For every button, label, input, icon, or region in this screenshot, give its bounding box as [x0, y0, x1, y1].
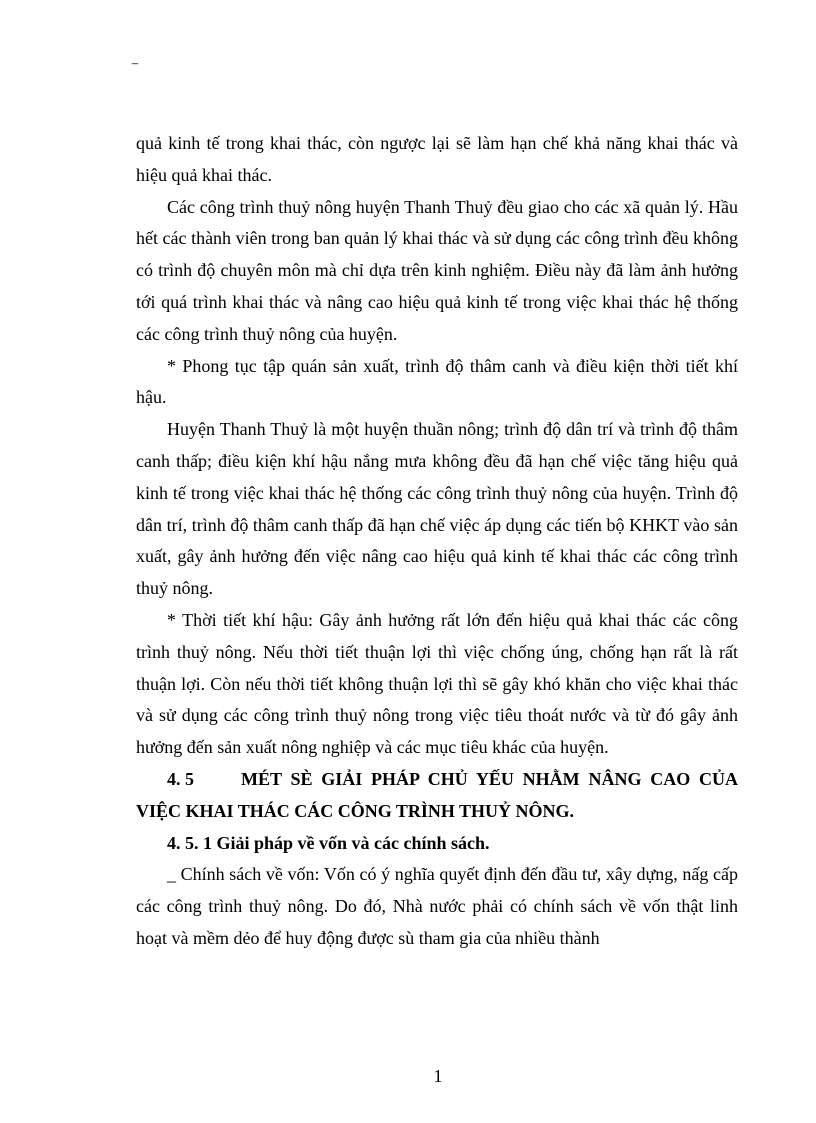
paragraph-3: * Phong tục tập quán sản xuất, trình độ thâm canh và điều kiện thời tiết khí hậu.: [136, 355, 738, 408]
section-heading-text: MÉT SÈ GIẢI PHÁP CHỦ YẾU NHẰM NÂNG CAO CỦA VIỆC KHAI THÁC CÁC CÔNG TRÌNH THUỶ NÔNG.: [136, 768, 738, 821]
section-heading: [136, 764, 738, 828]
paragraph-1: quả kinh tế trong khai thác, còn ngược lại sẽ làm hạn chế khả năng khai thác và hiệu quả khai thác.: [136, 133, 738, 185]
subsection-heading: 4. 5. 1 Giải pháp về vốn và các chính sách.: [167, 832, 490, 853]
paragraph-4: Huyện Thanh Thuỷ là một huyện thuần nông; trình độ dân trí và trình độ thâm canh thấp; điều kiện khí hậu nắng mưa không đều đã hạn chế việc tăng hiệu quả kinh tế trong việc khai thác hệ thống các công trình thuỷ nông của huyện. Trình độ dân trí, trình độ thâm canh thấp đã hạn chế việc áp dụng các tiến bộ KHKT vào sản xuất, gây ảnh hưởng đến việc nâng cao hiệu quả kinh tế khai thác các công trình thuỷ nông.: [136, 419, 738, 599]
paragraph-6: _ Chính sách về vốn: Vốn có ý nghĩa quyết định đến đầu tư, xây dựng, nấg cấp các công trình thuỷ nông. Do đó, Nhà nước phải có chính sách về vốn thật linh hoạt và mềm dẻo để huy động được sù tham gia của nhiều thành: [136, 864, 738, 948]
paragraph-5: * Thời tiết khí hậu: Gây ảnh hưởng rất lớn đến hiệu quả khai thác các công trình thuỷ nông. Nếu thời tiết thuận lợi thì việc chống úng, chống hạn rất là rất thuận lợi. Còn nếu thời tiết không thuận lợi thì sẽ gây khó khăn cho việc khai thác và sử dụng các công trình thuỷ nông trong việc tiêu thoát nước và từ đó gây ảnh hưởng đến sản xuất nông nghiệp và các mục tiêu khác của huyện.: [136, 609, 738, 758]
section-heading-number: 4. 5: [167, 768, 194, 789]
page-number: 1: [433, 1066, 443, 1086]
paragraph-2: Các công trình thuỷ nông huyện Thanh Thuỷ đều giao cho các xã quản lý. Hầu hết các thành viên trong ban quản lý khai thác và sử dụng các công trình đều không có trình độ chuyên môn mà chỉ dựa trên kinh nghiệm. Điều này đã làm ảnh hưởng tới quá trình khai thác và nâng cao hiệu quả kinh tế trong việc khai thác hệ thống các công trình thuỷ nông của huyện.: [136, 196, 738, 344]
body-text: [136, 128, 738, 955]
